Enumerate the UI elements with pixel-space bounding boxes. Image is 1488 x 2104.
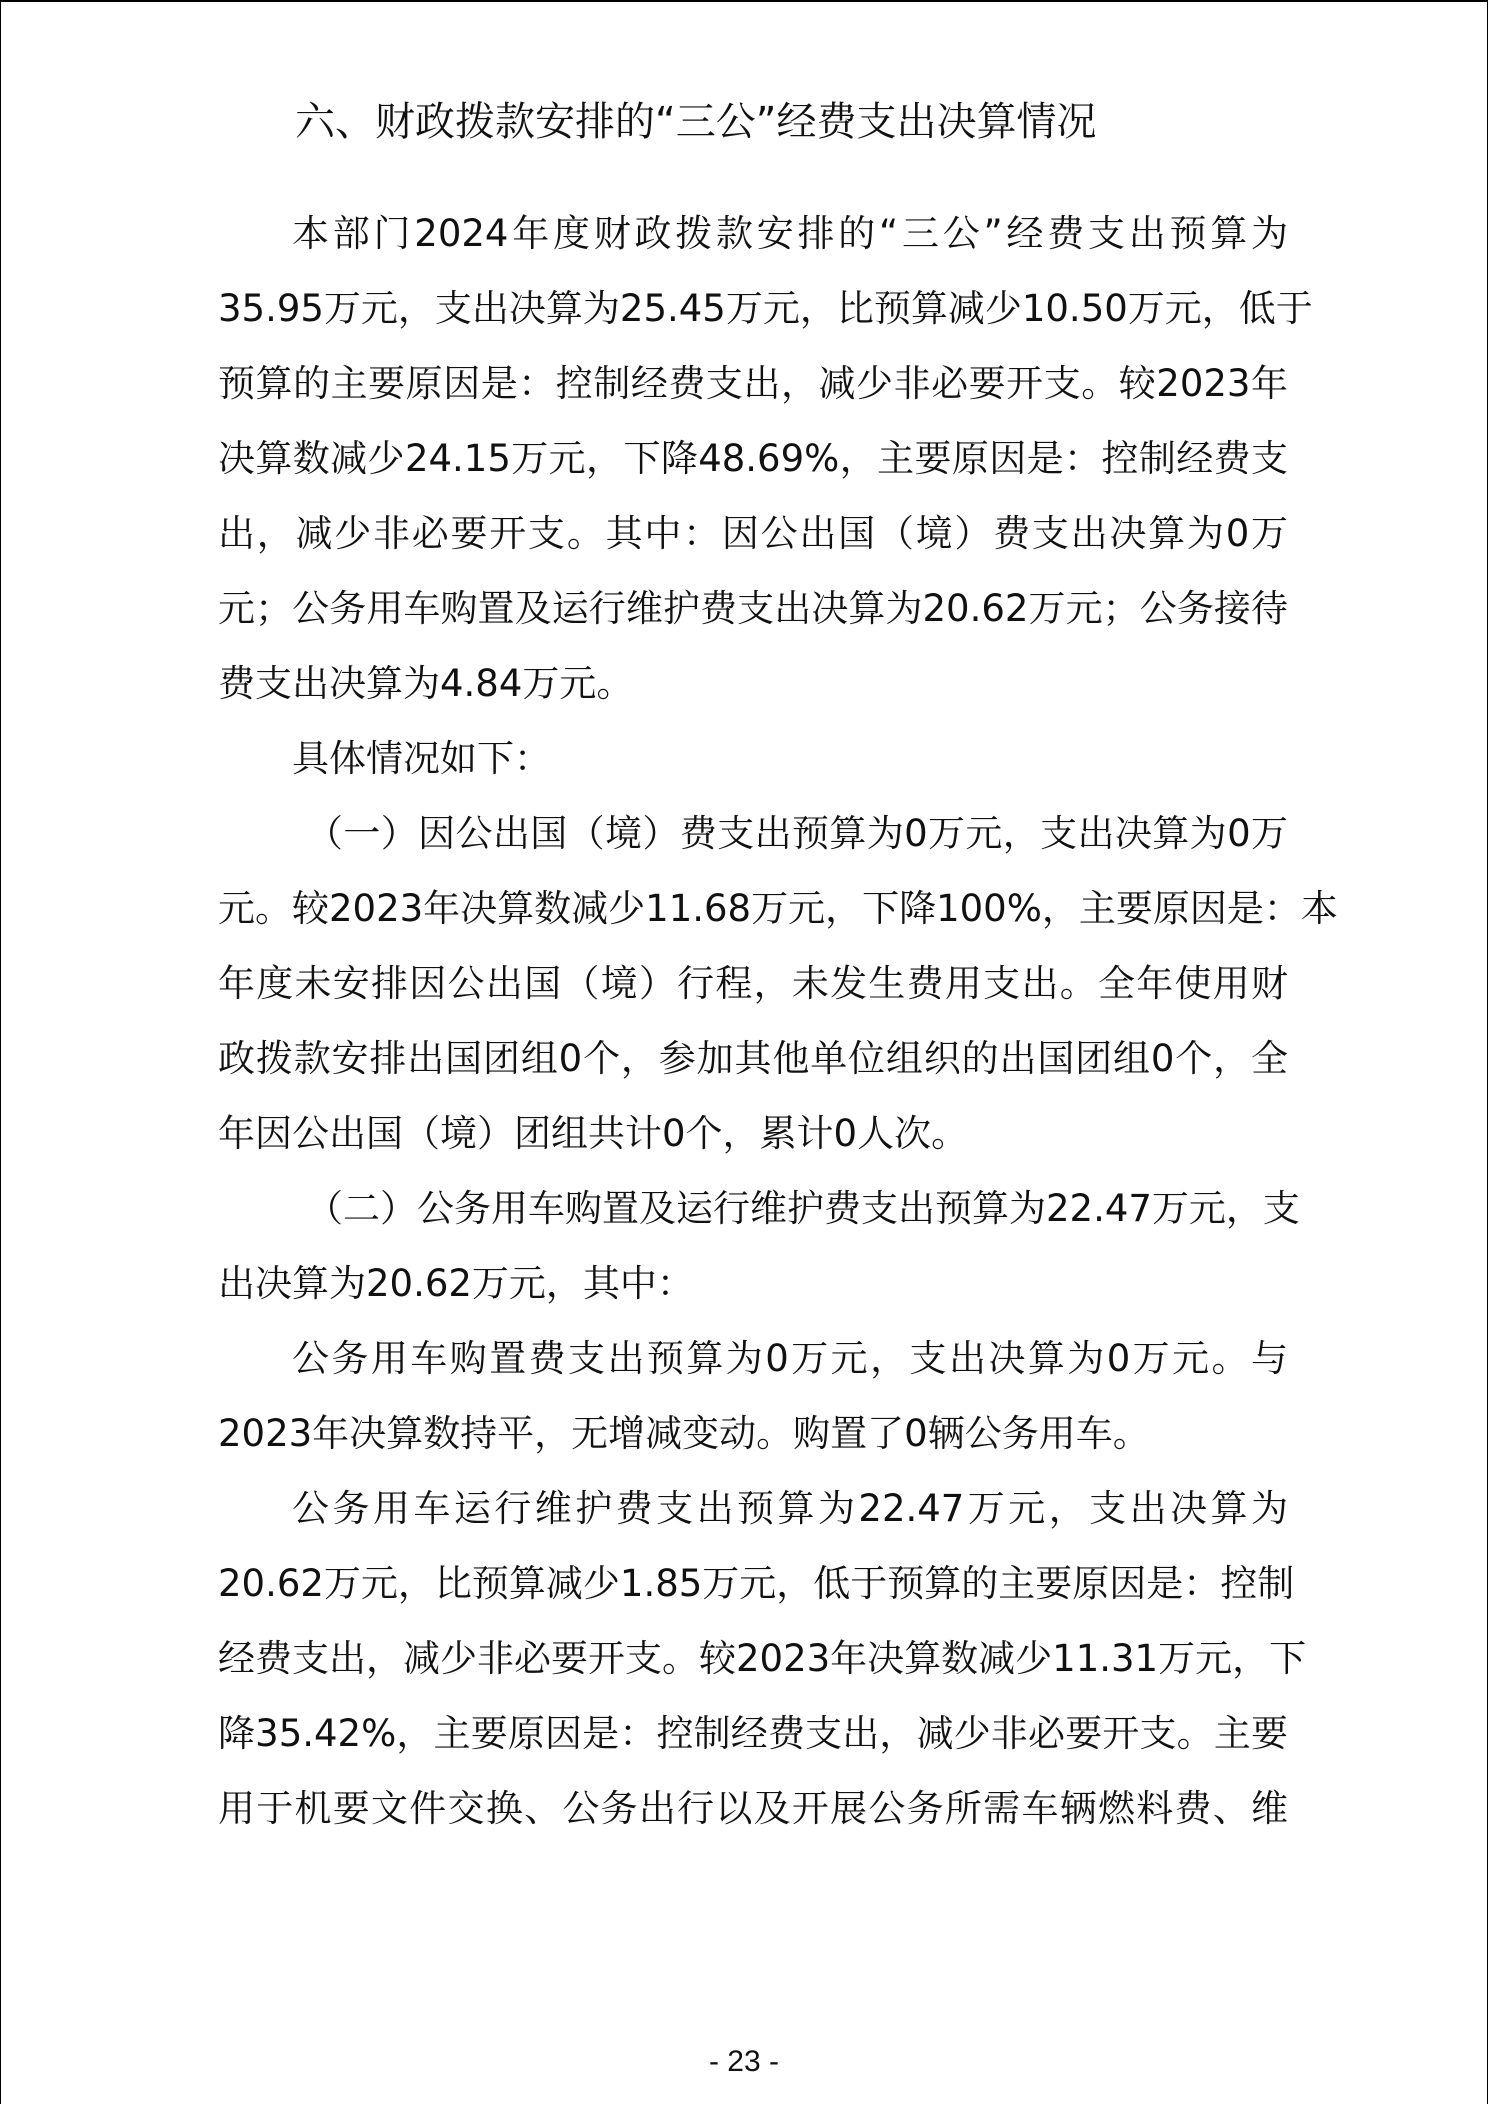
paragraph-line: 元。较2023年决算数减少11.68万元，下降100%，主要原因是：本 (218, 887, 1338, 930)
paragraph-line: 公务用车运行维护费支出预算为22.47万元，支出决算为 (292, 1487, 1288, 1530)
paragraph-line: 具体情况如下： (292, 737, 551, 780)
paragraph-line: 本部门2024年度财政拨款安排的“三公”经费支出预算为 (292, 212, 1288, 255)
paragraph-line: 政拨款安排出国团组0个，参加其他单位组织的出国团组0个，全 (218, 1037, 1288, 1080)
paragraph-line: 出决算为20.62万元，其中： (218, 1262, 694, 1305)
paragraph-line: 经费支出，减少非必要开支。较2023年决算数减少11.31万元，下 (218, 1637, 1307, 1680)
section-title: 六、财政拨款安排的“三公”经费支出决算情况 (295, 99, 1097, 145)
paragraph-line: 用于机要文件交换、公务出行以及开展公务所需车辆燃料费、维 (218, 1787, 1288, 1830)
paragraph-line: 预算的主要原因是：控制经费支出，减少非必要开支。较2023年 (218, 362, 1288, 405)
paragraph-line: （二）公务用车购置及运行维护费支出预算为22.47万元，支 (306, 1187, 1300, 1230)
paragraph-line: 年因公出国（境）团组共计0个，累计0人次。 (218, 1112, 969, 1155)
paragraph-line: 20.62万元，比预算减少1.85万元，低于预算的主要原因是：控制 (218, 1562, 1295, 1605)
paragraph-line: 元；公务用车购置及运行维护费支出决算为20.62万元；公务接待 (218, 587, 1288, 630)
paragraph-line: 决算数减少24.15万元，下降48.69%，主要原因是：控制经费支 (218, 437, 1288, 480)
paragraph-line: 年度未安排因公出国（境）行程，未发生费用支出。全年使用财 (218, 962, 1288, 1005)
paragraph-line: 35.95万元，支出决算为25.45万元，比预算减少10.50万元，低于 (218, 287, 1313, 330)
paragraph-line: （一）因公出国（境）费支出预算为0万元，支出决算为0万 (306, 812, 1288, 855)
paragraph-line: 出，减少非必要开支。其中：因公出国（境）费支出决算为0万 (218, 512, 1288, 555)
paragraph-line: 降35.42%，主要原因是：控制经费支出，减少非必要开支。主要 (218, 1712, 1288, 1755)
paragraph-line: 公务用车购置费支出预算为0万元，支出决算为0万元。与 (292, 1337, 1288, 1380)
paragraph-line: 2023年决算数持平，无增减变动。购置了0辆公务用车。 (218, 1412, 1150, 1455)
paragraph-line: 费支出决算为4.84万元。 (218, 662, 634, 705)
page-number: - 23 - (708, 2045, 780, 2078)
